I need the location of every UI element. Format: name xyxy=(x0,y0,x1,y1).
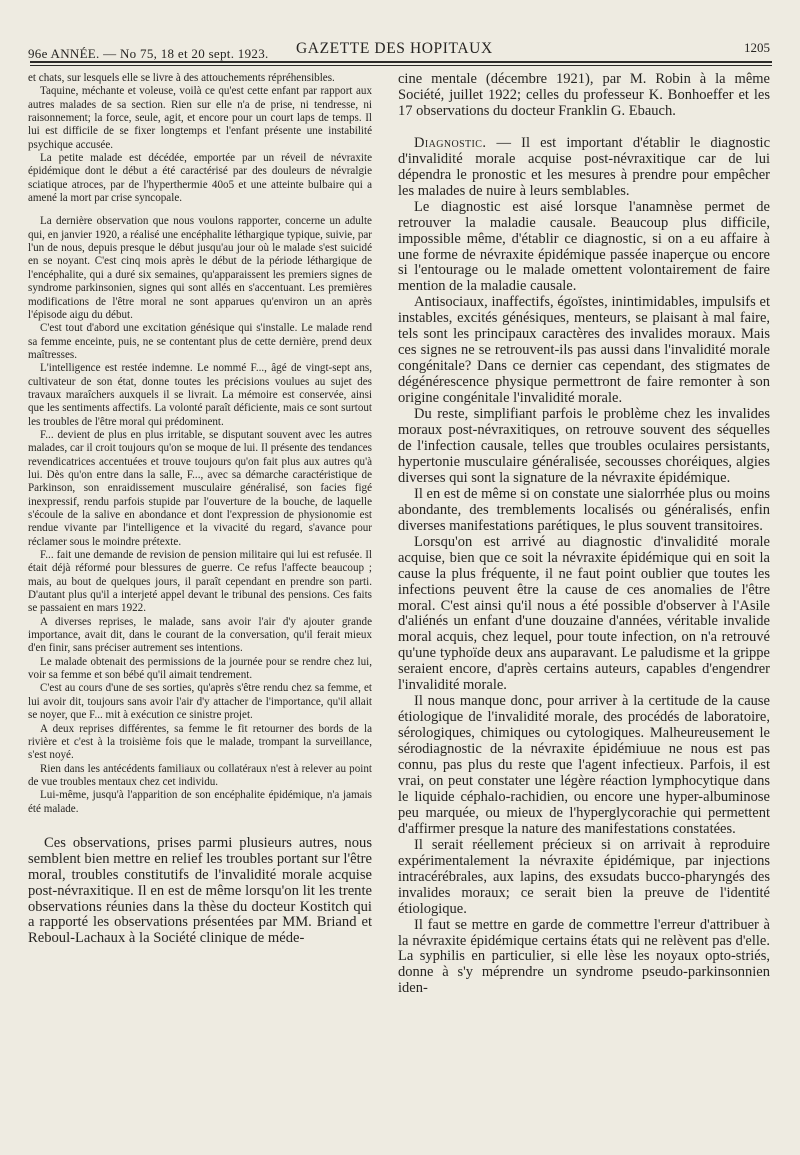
paragraph: Taquine, méchante et voleuse, voilà ce qu'est cette enfant par rapport aux autres malades de sa section. Rien sur elle n'a de prise, ni tendresse, ni raisonnement; la force, seule, agit, et encore pour un court laps de temps. Il lui est difficile de se fixer longtemps et l'enfant présente une instabilité psychique accusée. xyxy=(28,85,372,151)
paragraph: Lui-même, jusqu'à l'apparition de son encéphalite épidémique, n'a jamais été malade. xyxy=(28,789,372,815)
paragraph: Il serait réellement précieux si on arrivait à reproduire expérimentalement la névraxite épidémique, par injections intracérébrales, aux lapins, des exsudats bucco-pharyngés des invalides moraux; ce serait bien la preuve de l'identité étiologique. xyxy=(398,836,770,917)
paragraph: C'est au cours d'une de ses sorties, qu'après s'être rendu chez sa femme, et lui avoir dit, toujours sans avoir l'air d'y attacher de l'importance, qu'il allait se noyer, que F... mit à exécution ce sinistre projet. xyxy=(28,682,372,722)
paragraph: La petite malade est décédée, emportée par un réveil de névraxite épidémique dont le début a été caractérisé par des douleurs de névralgie sciatique atroces, par de l'hyperthermie 40o5 et une atteinte bulbaire qui a amené la mort par crise syncopale. xyxy=(28,152,372,205)
journal-title: GAZETTE DES HOPITAUX xyxy=(296,40,493,57)
paragraph: Le malade obtenait des permissions de la journée pour se rendre chez lui, voir sa femme et son bébé qu'il aimait tendrement. xyxy=(28,655,372,682)
paragraph: Rien dans les antécédents familiaux ou collatéraux n'est à relever au point de vue troubles mentaux chez cet individu. xyxy=(28,762,372,788)
paragraph: Il en est de même si on constate une sialorrhée plus ou moins abondante, des tremblements localisés ou généralisés, enfin diverses manifestations parétiques, le plus souvent transitoires. xyxy=(398,485,770,534)
paragraph: A diverses reprises, le malade, sans avoir l'air d'y ajouter grande importance, avait dit, dans le courant de la conversation, qu'il ferait mieux d'en finir, sans préciser autrement ses intentions. xyxy=(28,615,372,655)
paragraph: C'est tout d'abord une excitation génésique qui s'installe. Le malade rend sa femme enceinte, puis, ne se contentant plus de cette dernière, prend deux maîtresses. xyxy=(28,322,372,361)
paragraph-text: — Il est important d'établir le diagnostic d'invalidité morale acquise post-névraxitique car de lui dépendra le pronostic et les mesures à prendre pour empêcher les malades de nuire à leurs semblables. xyxy=(398,134,771,199)
paragraph: L'intelligence est restée indemne. Le nommé F..., âgé de vingt-sept ans, cultivateur de son état, donne toutes les précisions voulues au sujet des travaux maraîchers auxquels il se livrait. La mémoire est conservée, ainsi que les sentiments affectifs. La volonté paraît déficiente, mais ce sont surtout les troubles de l'être moral qui prédominent. xyxy=(28,362,372,428)
section-heading: Diagnostic. xyxy=(414,134,487,151)
paragraph: F... devient de plus en plus irritable, se disputant souvent avec les autres malades, car il croit toujours qu'on se moque de lui. Il présente des tendances revendicatrices accentuées et trouve toujours qu'on fait plus aux autres qu'à lui. Dès qu'on entre dans la salle, F..., avec sa démarche caractéristique de Parkinson, son enraidissement musculaire généralisé, son facies figé inexpressif, rendu parfois stupide par l'ouverture de la bouche, de laquelle s'écoule de la salive en abondance et dont l'expression de physionomie est rendue vivante par l'intelligence et la vivacité du regard, s'avance pour réclamer sous le moindre prétexte. xyxy=(28,428,372,548)
paragraph: Ces observations, prises parmi plusieurs autres, nous semblent bien mettre en relief les troubles portant sur l'être moral, troubles constitutifs de l'invalidité morale acquise post-névraxitique. Il en est de même lorsqu'on lit les trente observations réunies dans la thèse du docteur Kostitch qui a rapporté les observations présentées par MM. Briand et Reboul-Lachaux à la Société clinique de méde- xyxy=(28,834,372,947)
header-rule xyxy=(30,61,772,63)
paragraph: La dernière observation que nous voulons rapporter, concerne un adulte qui, en janvier 1920, a réalisé une encéphalite léthargique typique, suivie, par l'un de nous, depuis presque le début jusqu'au jour où le malade s'est suicidé en se noyant. C'est cinq mois après le début de la période léthargique de l'encéphalite, qui a duré six semaines, qu'apparaissent les premiers signes de syndrome parkinsonien, signes qui sont allés en s'accentuant. Les premières modifications de l'être moral ne sont apparues qu'environ un an après l'épisode aigu du début. xyxy=(28,215,372,321)
paragraph: Du reste, simplifiant parfois le problème chez les invalides moraux post-névraxitiques, on retrouve souvent des séquelles de l'infection causale, telles que troubles oculaires persistants, hypertonie musculaire généralisée, secousses choréiques, algies diverses qui sont la signature de la névraxite épidémique. xyxy=(398,406,770,486)
issue-info: 96e ANNÉE. — No 75, 18 et 20 sept. 1923. xyxy=(28,46,269,61)
page-number: 1205 xyxy=(744,40,770,55)
paragraph: Il faut se mettre en garde de commettre l'erreur d'attribuer à la névraxite épidémique certains états qui ne relèvent pas d'elle. La syphilis en particulier, si elle lèse les noyaux opto-striés, donne à s'y méprendre un syndrome pseudo-parkinsonnien iden- xyxy=(398,916,770,997)
left-column xyxy=(28,72,372,947)
right-column xyxy=(398,72,770,997)
paragraph: A deux reprises différentes, sa femme le fit retourner des bords de la rivière et c'est à la troisième fois que le malade, trompant la surveillance, s'est noyé. xyxy=(28,722,372,762)
header-rule-thin xyxy=(30,65,772,66)
paragraph: F... fait une demande de revision de pension militaire qui lui est refusée. Il était déjà réformé pour blessures de guerre. Ce refus l'affecte beaucoup ; mais, au bout de quelques jours, il paraît cependant en prendre son parti. D'autant plus qu'il a interjeté appel devant le tribunal des pensions. Ces faits se passaient en mars 1922. xyxy=(28,549,372,615)
paragraph: Il nous manque donc, pour arriver à la certitude de la cause étiologique de l'invalidité morale, des procédés de laboratoire, sérologiques, chimiques ou cytologiques. Malheureusement le sérodiagnostic de la névraxite épidémiuue ne nous est pas connu, pas plus du reste que l'agent infectieux. Parfois, il est vrai, on peut constater une légère réaction lymphocytique dans le liquide céphalo-rachidien, ou encore une hyper-albuminose peu marquée, ou mieux de l'hyperglycorachie qui permettent d'affirmer presque la nature des manifestations constatées. xyxy=(398,693,770,837)
paragraph: Lorsqu'on est arrivé au diagnostic d'invalidité morale acquise, bien que ce soit la névraxite épidémique qui en soit la cause la plus fréquente, il ne faut point oublier que toutes les infections peuvent être la cause de ces anomalies de l'être moral. C'est ainsi qu'il nous a été possible d'observer à l'Asile d'aliénés un enfant d'une douzaine d'années, véritable invalide moral acquis, chez lequel, pour toute infection, on n'a retrouvé qu'une typhoïde deux ans auparavant. Le paludisme et la grippe seraient encore, d'après certains auteurs, capables d'engendrer l'invalidité morale. xyxy=(398,533,770,694)
paragraph: Le diagnostic est aisé lorsque l'anamnèse permet de retrouver la maladie causale. Beaucoup plus difficile, impossible même, d'établir ce diagnostic, si on a eu affaire à une forme de névraxite épidémique passée inaperçue ou encore si l'entourage ou le malade omettent volontairement de faire mention de la maladie causale. xyxy=(398,198,770,295)
page-header xyxy=(28,36,774,60)
paragraph: Antisociaux, inaffectifs, égoïstes, inintimidables, impulsifs et instables, excités génésiques, menteurs, se plaisant à mal faire, tels sont les principaux caractères des invalides moraux. Mais ces signes ne se retrouvent-ils pas aussi dans l'invalidité morale congénitale? Dans ce dernier cas cependant, des stigmates de dégénérescence physique permettront de faire remonter à son origine congénitale l'invalidité morale. xyxy=(398,294,770,407)
paragraph: cine mentale (décembre 1921), par M. Robin à la même Société, juillet 1922; celles du professeur K. Bonhoeffer et les 17 observations du docteur Franklin G. Ebauch. xyxy=(398,71,770,119)
diagnostic-paragraph xyxy=(398,136,770,200)
paragraph: et chats, sur lesquels elle se livre à des attouchements répréhensibles. xyxy=(28,72,335,84)
